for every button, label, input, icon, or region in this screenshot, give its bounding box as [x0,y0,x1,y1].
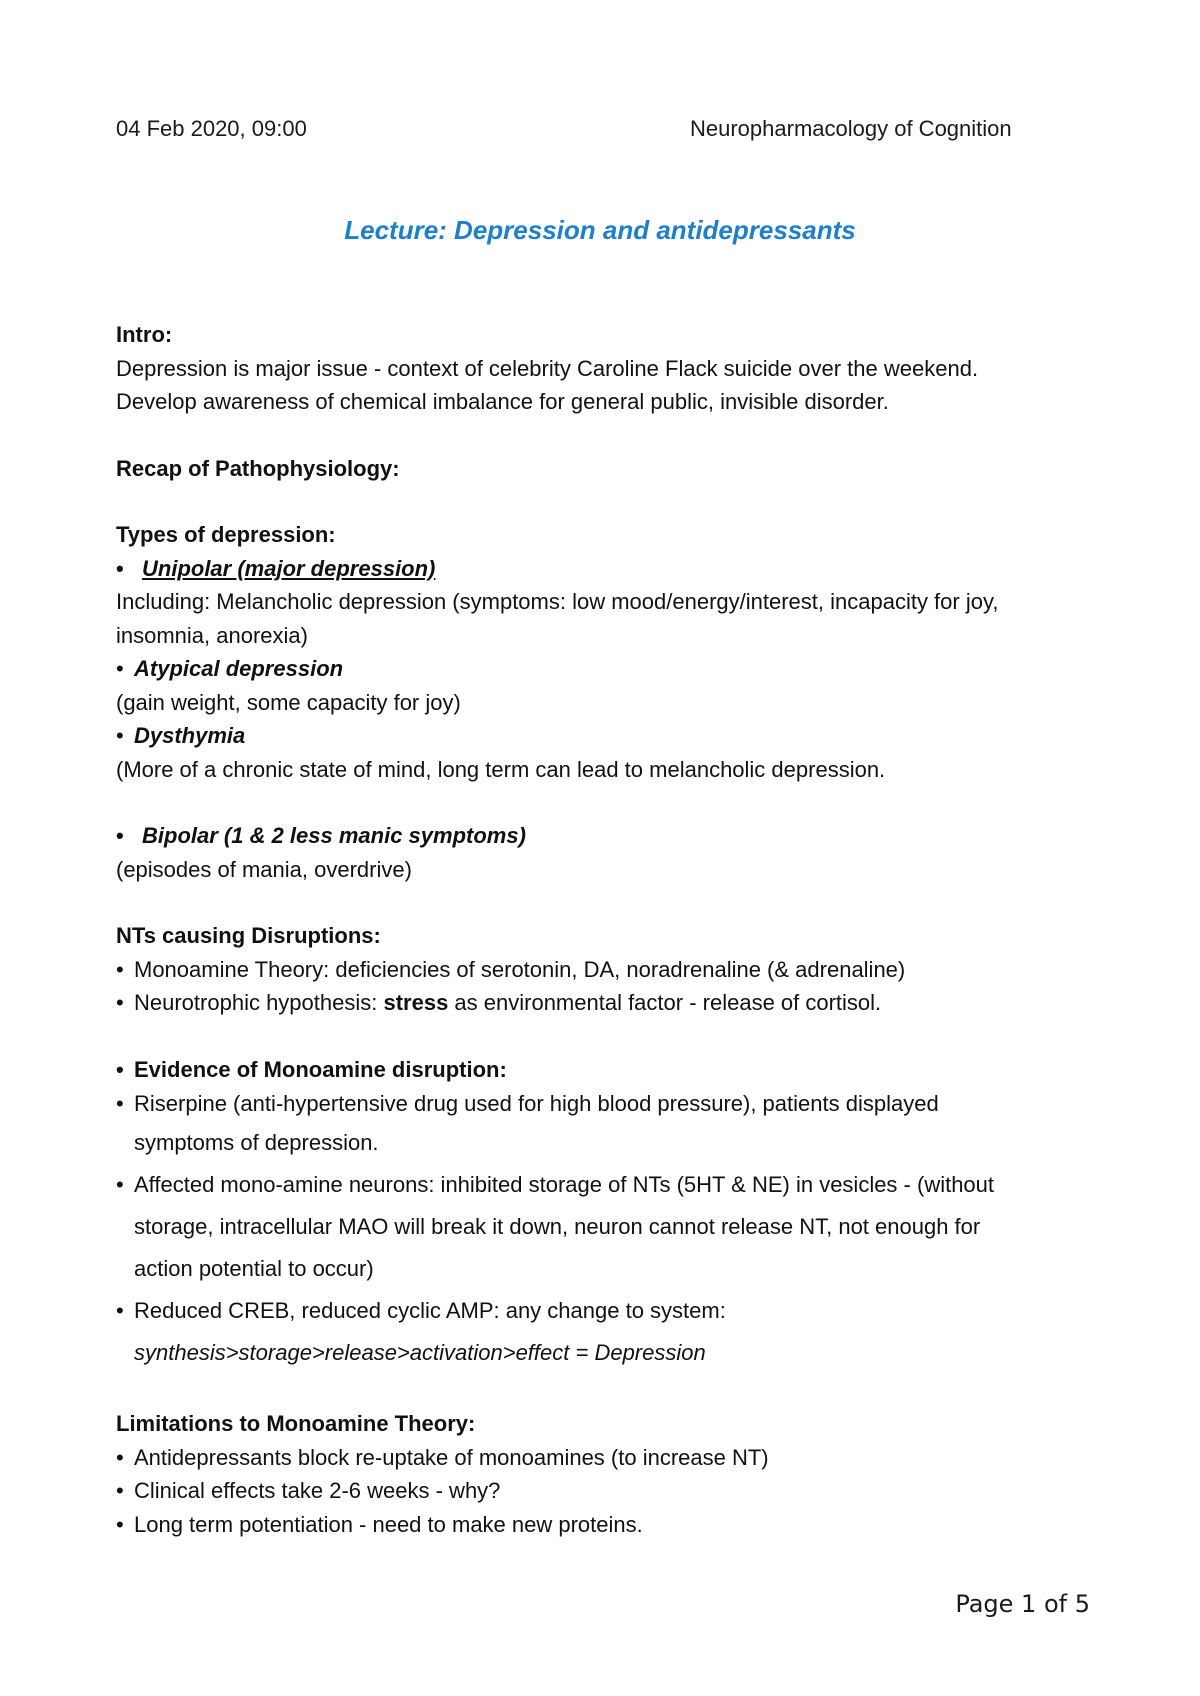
bullet: • [116,1511,124,1537]
evidence-heading-text: Evidence of Monoamine disruption: [134,1056,507,1082]
bullet: • [116,656,124,681]
header-course: Neuropharmacology of Cognition [690,116,1012,141]
atypical-label: Atypical depression [134,656,344,681]
limitations-item-3 [116,1508,1096,1542]
unipolar-item [116,552,1096,586]
bullet: • [116,1444,124,1470]
limitations-item-3-text: Long term potentiation - need to make new proteins. [134,1511,643,1537]
bullet: • [116,723,124,748]
evidence-list [116,1086,1096,1374]
dysthymia-desc: (More of a chronic state of mind, long term can lead to melancholic depression. [116,756,886,782]
evidence-item-1-line-1: Riserpine (anti-hypertensive drug used for high blood pressure), patients displayed [134,1091,939,1116]
intro-heading: Intro: [116,322,173,347]
evidence-item-2-line-2: storage, intracellular MAO will break it down, neuron cannot release NT, not enough for [134,1214,981,1239]
bullet: • [116,956,124,982]
page-number: Page 1 of 5 [955,1590,1090,1618]
intro-line-1: Depression is major issue - context of celebrity Caroline Flack suicide over the weekend. [116,355,979,381]
bullet: • [116,555,124,581]
lecture-title: Lecture: Depression and antidepressants [344,215,856,245]
bullet: • [116,1478,124,1503]
evidence-heading [116,1053,1096,1087]
recap-heading: Recap of Pathophysiology: [116,455,400,481]
atypical-item [116,652,1096,686]
limitations-item-2 [116,1474,1096,1508]
bullet: • [116,1298,124,1323]
intro-line-2: Develop awareness of chemical imbalance for general public, invisible disorder. [116,389,889,414]
nts-item-2 [116,986,1096,1020]
bullet: • [116,1056,124,1082]
unipolar-desc-2: insomnia, anorexia) [116,622,308,648]
evidence-item-2-line-3: action potential to occur) [134,1256,374,1281]
unipolar-desc-1: Including: Melancholic depression (symptoms: low mood/energy/interest, incapacity for joy, [116,589,999,614]
evidence-item-2-line-1: Affected mono-amine neurons: inhibited storage of NTs (5HT & NE) in vesicles - (without [134,1172,995,1197]
bullet: • [116,1091,124,1116]
nts-heading: NTs causing Disruptions: [116,923,381,948]
limitations-item-2-text: Clinical effects take 2-6 weeks - why? [134,1478,501,1503]
evidence-item-1 [116,1086,1096,1122]
atypical-desc: (gain weight, some capacity for joy) [116,689,461,715]
types-heading: Types of depression: [116,522,336,547]
dysthymia-item [116,719,1096,753]
nts-item-1-text: Monoamine Theory: deficiencies of serotonin, DA, noradrenaline (& adrenaline) [134,956,906,982]
document-body [116,318,1096,1541]
nts-item-2-post: as environmental factor - release of cortisol. [448,990,882,1015]
bipolar-item [116,819,1096,853]
nts-item-2-bold: stress [383,990,449,1015]
evidence-item-2 [116,1164,1096,1206]
header-date: 04 Feb 2020, 09:00 [116,116,307,141]
bullet: • [116,990,124,1015]
nts-item-1 [116,953,1096,987]
evidence-item-3-line-1: Reduced CREB, reduced cyclic AMP: any change to system: [134,1298,726,1323]
nts-item-2-pre: Neurotrophic hypothesis: [134,990,384,1015]
limitations-item-1-text: Antidepressants block re-uptake of monoamines (to increase NT) [134,1444,769,1470]
dysthymia-label: Dysthymia [134,723,246,748]
limitations-heading: Limitations to Monoamine Theory: [116,1411,476,1436]
evidence-item-1-line-2: symptoms of depression. [134,1130,379,1155]
bipolar-desc: (episodes of mania, overdrive) [116,856,412,882]
bullet: • [116,1172,124,1197]
bipolar-label: Bipolar (1 & 2 less manic symptoms) [142,823,526,848]
evidence-item-3-line-2: synthesis>storage>release>activation>effect = Depression [134,1340,706,1365]
unipolar-label: Unipolar (major depression) [142,555,436,581]
evidence-item-3 [116,1290,1096,1332]
bullet: • [116,823,124,848]
limitations-item-1 [116,1441,1096,1475]
